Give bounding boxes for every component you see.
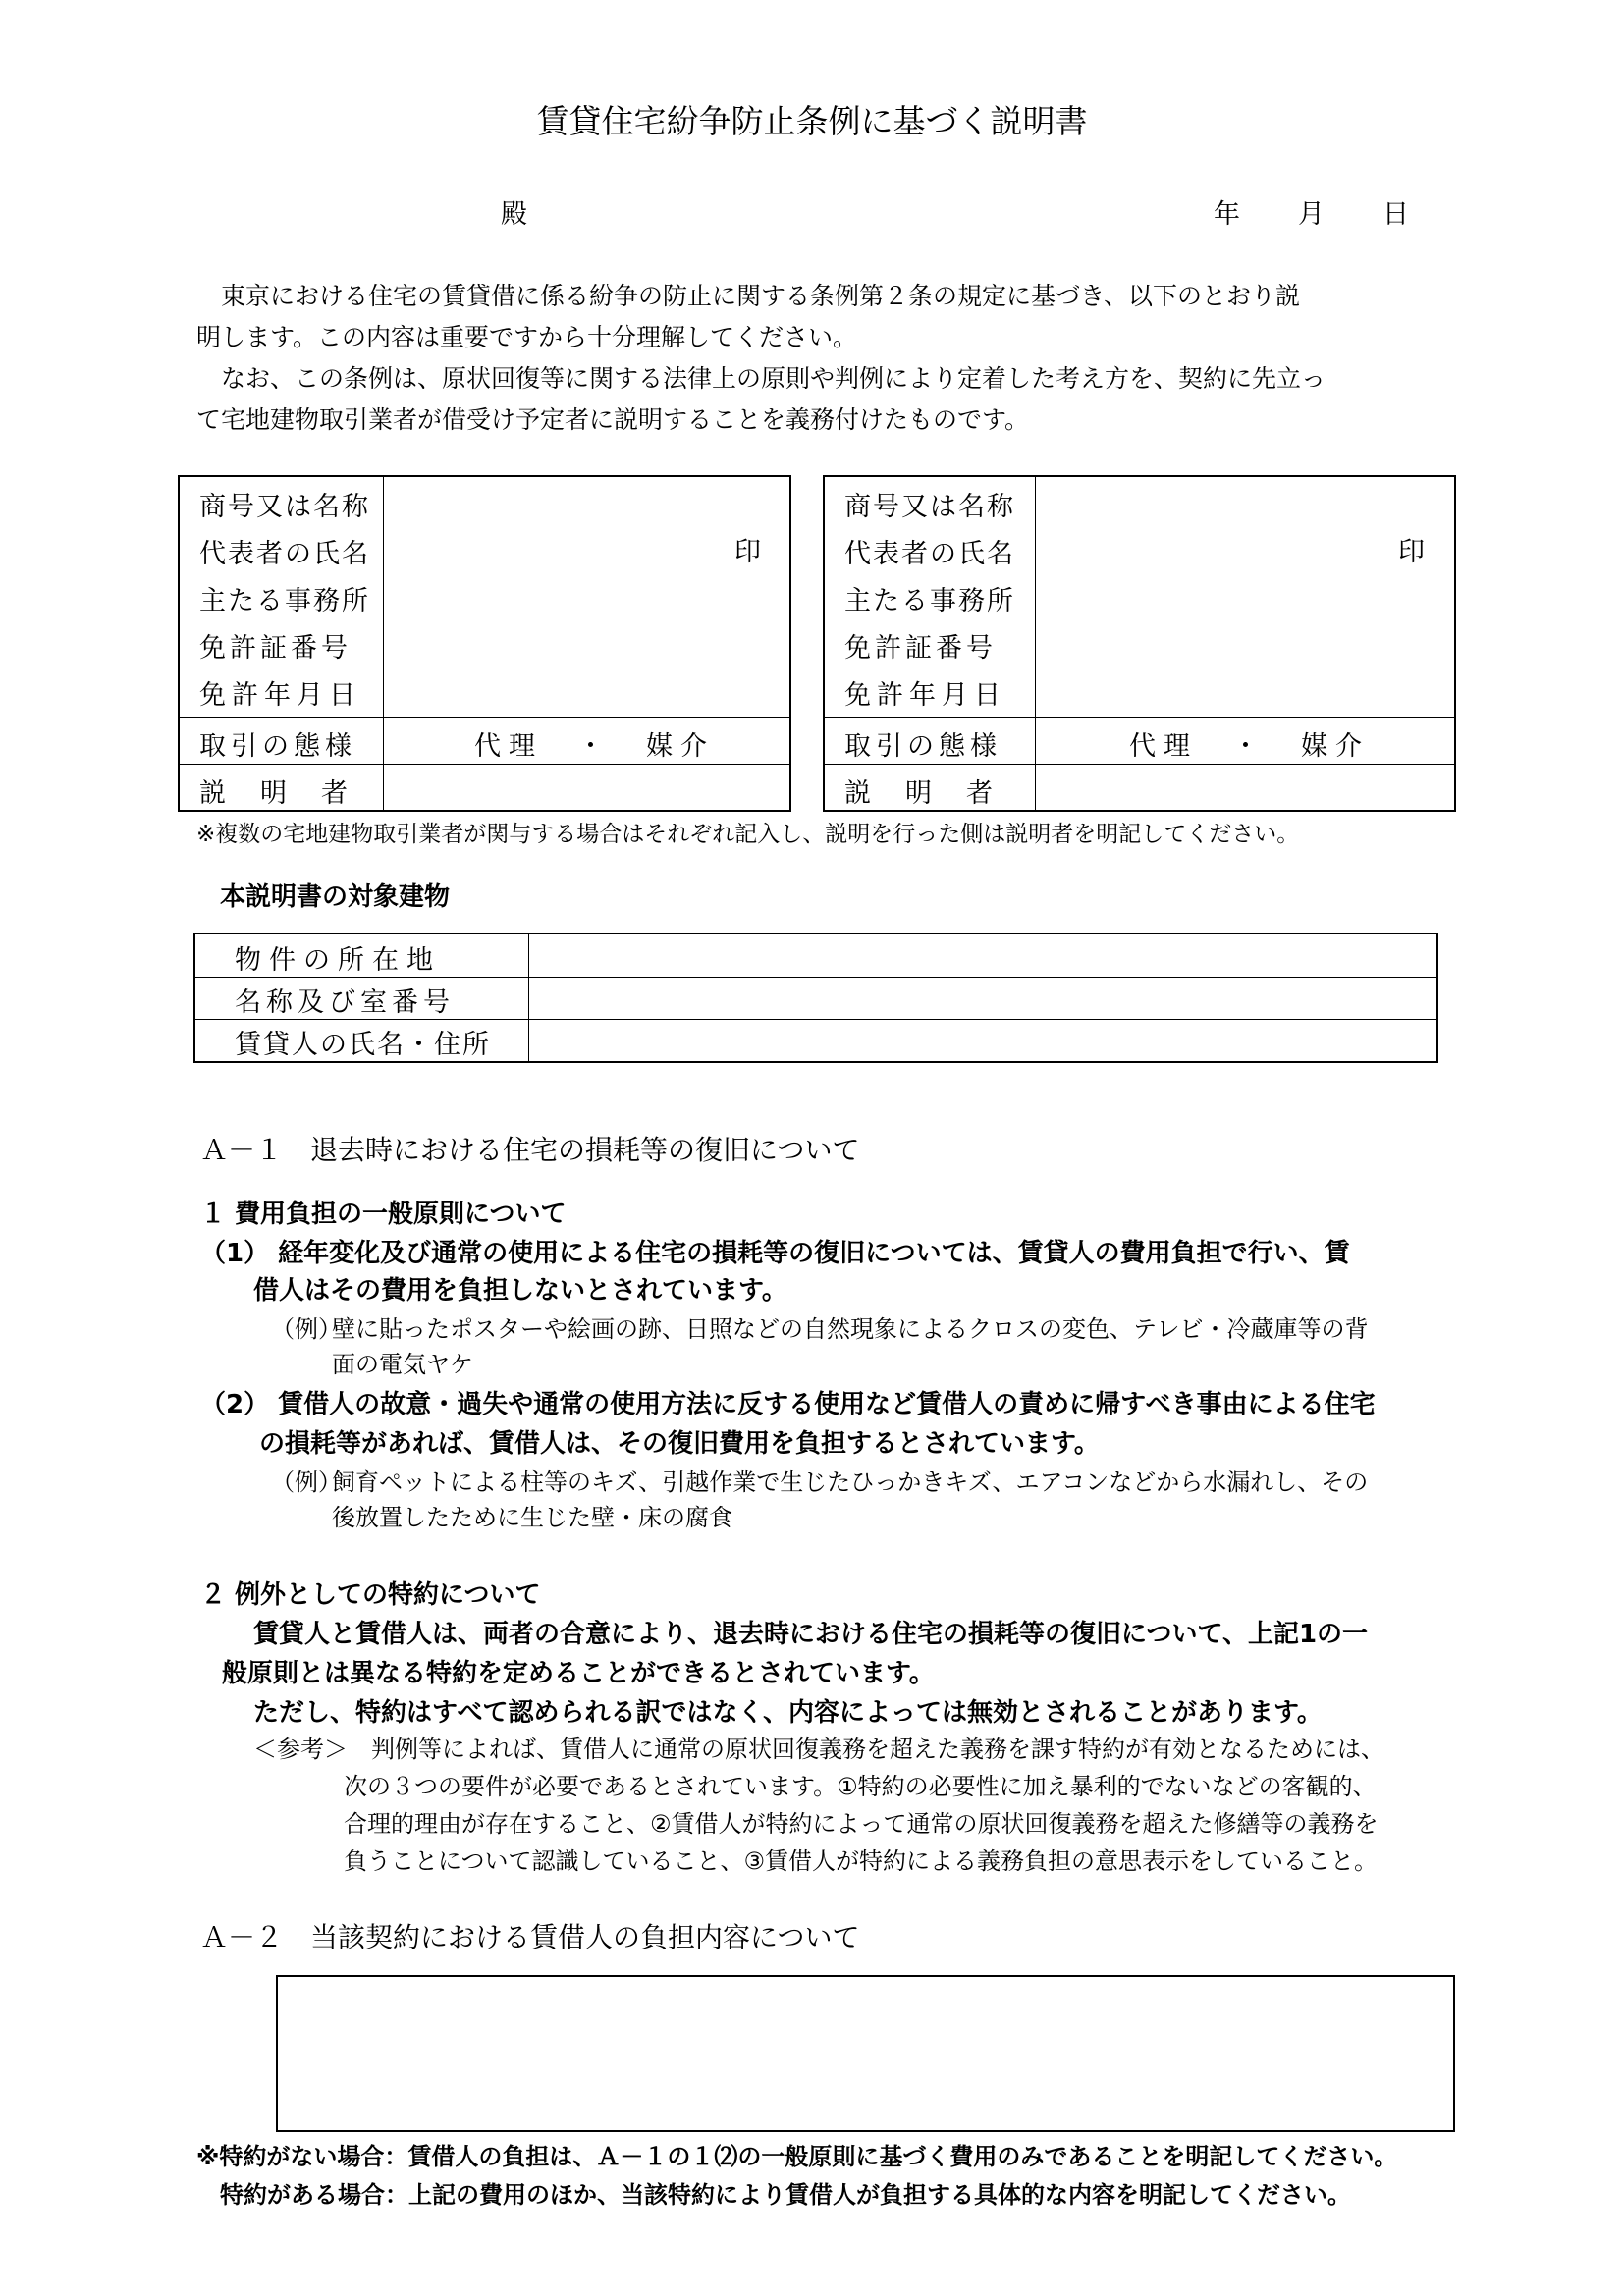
intro-line-3: なお、この条例は、原状回復等に関する法律上の原則や判例により定着した考え方を、契約に先立っ bbox=[196, 364, 1326, 393]
a1-p2-line-1: （2） 賃借人の故意・過失や通常の使用方法に反する使用など賃借人の責めに帰すべき事由による住宅 bbox=[200, 1390, 1376, 1419]
seal-mark: 印 bbox=[1398, 537, 1427, 567]
intro-line-4: て宅地建物取引業者が借受け予定者に説明することを義務付けたものです。 bbox=[196, 405, 1030, 434]
addressee-suffix: 殿 bbox=[501, 199, 527, 230]
agent-right-label-license-date: 免許年月日 bbox=[844, 680, 1006, 711]
agent-left-label-rep: 代表者の氏名 bbox=[199, 539, 370, 569]
intro-line-2: 明します。この内容は重要ですから十分理解してください。 bbox=[196, 323, 858, 351]
agent-note: ※複数の宅地建物取引業者が関与する場合はそれぞれ記入し、説明を行った側は説明者を明記してください。 bbox=[196, 822, 1300, 847]
agent-left-label-office: 主たる事務所 bbox=[199, 586, 370, 616]
agent-right-transaction-value: 代理 ・ 媒介 bbox=[1129, 731, 1370, 762]
agent-left-label-license-date: 免許年月日 bbox=[199, 680, 361, 711]
a1-ref-line-1: 判例等によれば、賃借人に通常の原状回復義務を超えた義務を課す特約が有効となるためには、 bbox=[371, 1735, 1384, 1763]
agent-right-label-name: 商号又は名称 bbox=[844, 492, 1015, 522]
date-year: 年 bbox=[1214, 199, 1240, 230]
agent-left-label-license: 免許証番号 bbox=[199, 633, 352, 664]
building-label-name-room: 名称及び室番号 bbox=[235, 988, 455, 1018]
a1-heading: Ａ－１ 退去時における住宅の損耗等の復旧について bbox=[200, 1134, 860, 1166]
a1-s2-heading: ２ 例外としての特約について bbox=[200, 1580, 541, 1610]
agent-left-label-explainer: 説 明 者 bbox=[199, 778, 352, 809]
agent-table-left bbox=[178, 475, 791, 812]
agent-left-transaction-value: 代理 ・ 媒介 bbox=[474, 731, 715, 762]
a1-ex1-line-1: 壁に貼ったポスターや絵画の跡、日照などの自然現象によるクロスの変色、テレビ・冷蔵庫等の背 bbox=[332, 1315, 1369, 1343]
agent-table-right bbox=[823, 475, 1456, 812]
a1-s2-line-1: 賃貸人と賃借人は、両者の合意により、退去時における住宅の損耗等の復旧について、上記1の一 bbox=[253, 1620, 1369, 1649]
a1-p1-line-1: （1） 経年変化及び通常の使用による住宅の損耗等の復旧については、賃貸人の費用負担で行い、賃 bbox=[200, 1239, 1350, 1268]
agent-right-label-rep: 代表者の氏名 bbox=[844, 539, 1015, 569]
a1-p1-line-2: 借人はその費用を負担しないとされています。 bbox=[253, 1276, 787, 1306]
date-day: 日 bbox=[1382, 199, 1409, 230]
agent-right-label-license: 免許証番号 bbox=[844, 633, 997, 664]
a2-note-2: 特約がある場合：上記の費用のほか、当該特約により賃借人が負担する具体的な内容を明記してください。 bbox=[220, 2181, 1351, 2209]
a2-tenant-burden-box bbox=[276, 1975, 1455, 2132]
a1-ex1-label: （例） bbox=[271, 1315, 342, 1343]
a1-ref-line-4: 負うことについて認識していること、③賃借人が特約による義務負担の意思表示をしていること。 bbox=[344, 1847, 1379, 1875]
a1-ex2-label: （例） bbox=[271, 1468, 342, 1496]
a1-ex1-line-2: 面の電気ヤケ bbox=[332, 1351, 473, 1378]
date-month: 月 bbox=[1298, 199, 1325, 230]
intro-line-1: 東京における住宅の賃貸借に係る紛争の防止に関する条例第２条の規定に基づき、以下のとおり説 bbox=[196, 282, 1301, 310]
a1-ex2-line-1: 飼育ペットによる柱等のキズ、引越作業で生じたひっかきキズ、エアコンなどから水漏れし、その bbox=[332, 1468, 1369, 1496]
a1-s1-heading: １ 費用負担の一般原則について bbox=[200, 1200, 567, 1229]
building-table bbox=[193, 933, 1438, 1063]
a1-ref-label: ＜参考＞ bbox=[253, 1735, 348, 1763]
document-title: 賃貸住宅紛争防止条例に基づく説明書 bbox=[536, 102, 1088, 140]
a1-ex2-line-2: 後放置したために生じた壁・床の腐食 bbox=[332, 1504, 732, 1531]
agent-right-label-office: 主たる事務所 bbox=[844, 586, 1015, 616]
a1-s2-line-2: 般原則とは異なる特約を定めることができるとされています。 bbox=[222, 1659, 935, 1688]
agent-right-label-explainer: 説 明 者 bbox=[844, 778, 997, 809]
a1-ref-line-2: 次の３つの要件が必要であるとされています。①特約の必要性に加え暴利的でないなどの客観的、 bbox=[344, 1773, 1377, 1800]
building-label-landlord: 賃貸人の氏名・住所 bbox=[235, 1030, 491, 1060]
agent-left-label-transaction: 取引の態様 bbox=[199, 731, 356, 762]
a1-p2-line-2: の損耗等があれば、賃借人は、その復旧費用を負担するとされています。 bbox=[259, 1429, 1100, 1459]
building-heading: 本説明書の対象建物 bbox=[220, 882, 451, 912]
seal-mark: 印 bbox=[734, 537, 763, 567]
a2-note-1: ※特約がない場合：賃借人の負担は、Ａ－１の１⑵の一般原則に基づく費用のみであることを明記してください。 bbox=[196, 2143, 1398, 2170]
a2-heading: Ａ－２ 当該契約における賃借人の負担内容について bbox=[200, 1921, 860, 1953]
building-label-location: 物件の所在地 bbox=[235, 945, 441, 976]
agent-left-label-name: 商号又は名称 bbox=[199, 492, 370, 522]
a1-s2-line-3: ただし、特約はすべて認められる訳ではなく、内容によっては無効とされることがあります。 bbox=[253, 1698, 1323, 1728]
a1-ref-line-3: 合理的理由が存在すること、②賃借人が特約によって通常の原状回復義務を超えた修繕等の義務を bbox=[344, 1810, 1379, 1838]
agent-right-label-transaction: 取引の態様 bbox=[844, 731, 1001, 762]
